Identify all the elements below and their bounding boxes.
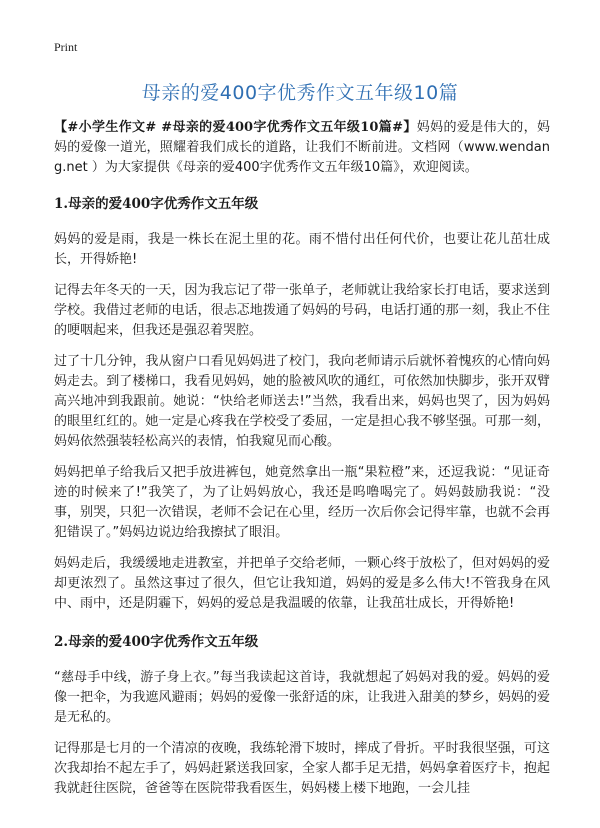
intro-paragraph	[54, 118, 550, 178]
paragraph: 妈妈的爱是雨，我是一株长在泥土里的花。雨不惜付出任何代价，也要让花儿茁壮成长，开得娇艳!	[54, 232, 550, 267]
intro-tags: 【#小学生作文# #母亲的爱400字优秀作文五年级10篇#】	[54, 120, 417, 135]
section-heading-2: 2.母亲的爱400字优秀作文五年级	[54, 634, 259, 650]
paragraph: 记得去年冬天的一天，因为我忘记了带一张单子，老师就让我给家长打电话，要求送到学校。我借过老师的电话，很忐忑地拨通了妈妈的号码，电话打通的那一刻，我止不住的哽咽起来，但我还是强忍着哭腔。	[54, 283, 550, 338]
paragraph: “慈母手中线，游子身上衣。”每当我读起这首诗，我就想起了妈妈对我的爱。妈妈的爱像一把伞，为我遮风避雨；妈妈的爱像一张舒适的床，让我进入甜美的梦乡，妈妈的爱是无私的。	[54, 670, 550, 725]
paragraph: 妈妈把单子给我后又把手放进裤包，她竟然拿出一瓶“果粒橙”来，还逗我说：“见证奇迹的时候来了!”我笑了，为了让妈妈放心，我还是呜噜喝完了。妈妈鼓励我说：“没事，别哭，只犯一次错误，老师不会记在心里，经历一次后你会记得牢靠，也就不会再犯错误了。”妈妈边说边给我擦拭了眼泪。	[54, 465, 550, 540]
print-label: Print	[54, 40, 78, 54]
paragraph: 记得那是七月的一个清凉的夜晚，我练轮滑下坡时，摔成了骨折。平时我很坚强，可这次我却抬不起左手了，妈妈赶紧送我回家，全家人都手足无措，妈妈拿着医疗卡，抱起我就赶往医院，爸爸等在医院带我看医生，妈妈楼上楼下地跑，一会儿挂	[54, 741, 550, 796]
intro-text: 妈妈的爱是伟大的，妈妈的爱像一道光，照耀着我们成长的道路，让我们不断前进。文档网（www.wendang.net ）为大家提供《母亲的爱400字优秀作文五年级10篇》，欢迎阅读。	[54, 120, 550, 175]
paragraph: 过了十几分钟，我从窗户口看见妈妈进了校门，我向老师请示后就怀着愧疚的心情向妈妈走去。到了楼梯口，我看见妈妈，她的脸被风吹的通红，可依然加快脚步，张开双臂高兴地冲到我跟前。她说：“快给老师送去!”当然，我看出来，妈妈也哭了，因为妈妈的眼里红红的。她一定是心疼我在学校受了委屈，一定是担心我不够坚强。可那一刻，妈妈依然强装轻松高兴的表情，怕我窥见而心酸。	[54, 354, 550, 449]
section-heading-1: 1.母亲的爱400字优秀作文五年级	[54, 196, 259, 212]
paragraph: 妈妈走后，我缓缓地走进教室，并把单子交给老师，一颗心终于放松了，但对妈妈的爱却更浓烈了。虽然这事过了很久，但它让我知道，妈妈的爱是多么伟大!不管我身在风中、雨中，还是阴霾下，妈妈的爱总是我温暖的依靠，让我茁壮成长，开得娇艳!	[54, 556, 550, 611]
page-title: 母亲的爱400字优秀作文五年级10篇	[141, 82, 459, 104]
document-body	[54, 118, 550, 810]
